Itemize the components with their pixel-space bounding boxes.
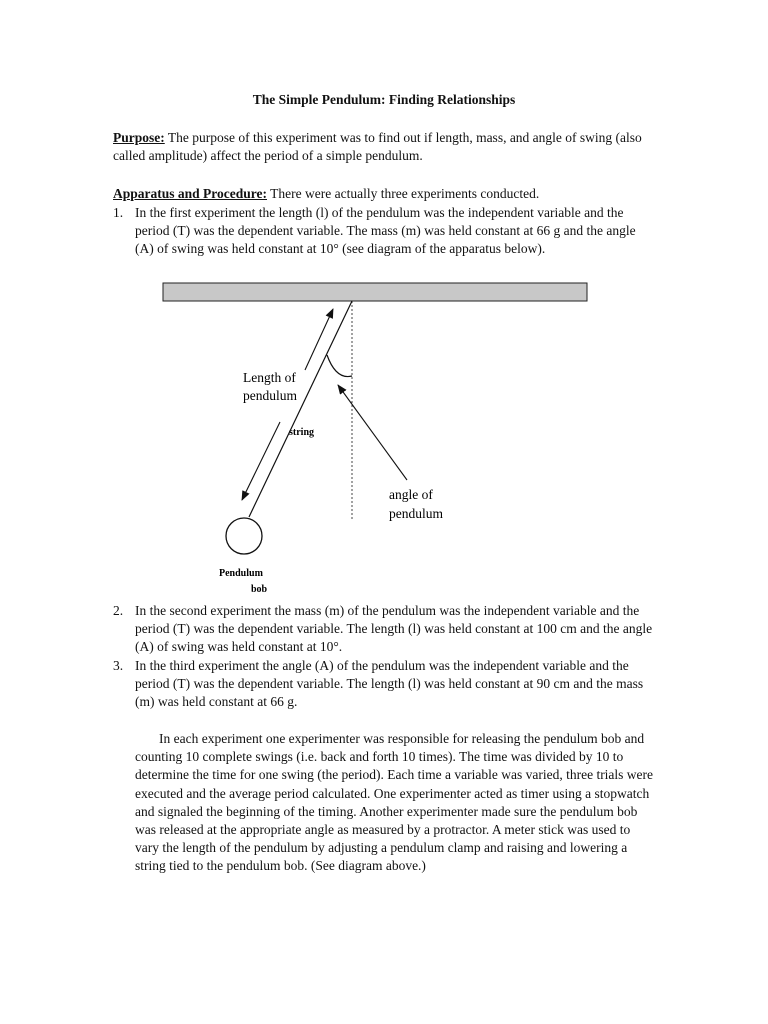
experiment-text: In the first experiment the length (l) of the pendulum was the independent variable and the period (T) was the dependent variable. The mass (m) was held constant at 66 g and the angle (A) of swing was held constant at 10° (see diagram of the apparatus below). [135,205,636,257]
experiment-number: 2. [113,603,124,618]
angle-arc [327,355,352,377]
experiment-item-2 [113,602,653,657]
length-label-line2: pendulum [243,388,297,403]
length-arrow-down [242,422,280,500]
procedure-paragraph: In each experiment one experimenter was responsible for releasing the pendulum bob and counting 10 complete swings (i.e. back and forth 10 times). The time was divided by 10 to determine the time for one swing (the period). Each time a variable was varied, three trials were executed and the average period calculated. One experimenter acted as timer using a stopwatch and signaled the beginning of the timing. Another experimenter made sure the pendulum bob was released at the appropriate angle as measured by a protractor. A meter stick was used to vary the length of the pendulum by adjusting a pendulum clamp and raising and lowering a string tied to the pendulum bob. (See diagram above.) [135,731,654,874]
apparatus-heading [113,185,643,203]
apparatus-text: There were actually three experiments conducted. [267,186,540,201]
angle-label-line2: pendulum [389,506,443,521]
page-title: The Simple Pendulum: Finding Relationships [252,92,516,107]
experiment-number: 3. [113,658,124,673]
experiment-number: 1. [113,205,124,220]
experiment-text: In the second experiment the mass (m) of the pendulum was the independent variable and the period (T) was the dependent variable. The length (l) was held constant at 100 cm and the angle (A) of swing was held constant at 10°. [135,603,653,655]
apparatus-label: Apparatus and Procedure: [113,186,268,201]
pendulum-bob [226,518,262,554]
bob-label-line1: Pendulum [219,568,263,579]
experiment-item-3 [113,657,653,712]
experiment-text: In the third experiment the angle (A) of the pendulum was the independent variable and the period (T) was the dependent variable. The length (l) was held constant at 90 cm and the mass (m) was held constant at 66 g. [135,658,644,710]
purpose-paragraph [113,129,643,165]
support-bar [163,283,587,301]
bob-label-line2: bob [251,584,268,595]
angle-arrow [338,385,407,480]
purpose-label: Purpose: [113,130,165,145]
purpose-text: The purpose of this experiment was to find out if length, mass, and angle of swing (also called amplitude) affect the period of a simple pendulum. [113,130,642,164]
pendulum-string [249,301,352,517]
angle-label-line1: angle of [389,487,433,502]
pendulum-diagram [0,280,768,600]
experiment-item-1 [113,204,653,259]
string-label: string [289,427,314,438]
length-label-line1: Length of [243,370,296,385]
